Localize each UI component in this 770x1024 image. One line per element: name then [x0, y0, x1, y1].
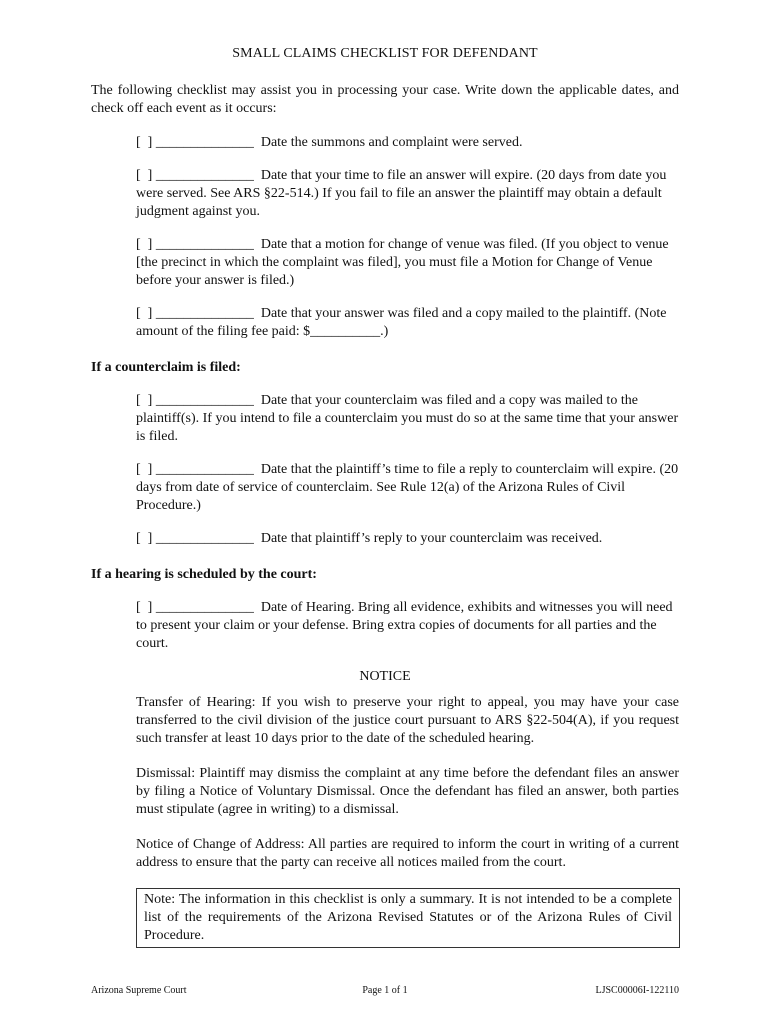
checkbox-placeholder: [ ]	[136, 531, 153, 546]
date-blank: ______________	[155, 135, 254, 150]
heading-counterclaim: If a counterclaim is filed:	[91, 360, 241, 375]
checklist-item-venue-motion	[136, 236, 679, 290]
checklist-item-reply-received	[136, 530, 679, 548]
date-blank: ______________	[155, 531, 254, 546]
checklist-item-text: Date that plaintiff’s reply to your counterclaim was received.	[260, 531, 603, 546]
checklist-item-answer-expire	[136, 167, 679, 221]
summary-note-box: Note: The information in this checklist is only a summary. It is not intended to be a complete list of the requirements of the Arizona Revised Statutes or of the Arizona Rules of Civil Procedure.	[136, 888, 680, 948]
checklist-item-summons-served	[136, 134, 679, 152]
footer-page-number: Page 1 of 1	[362, 985, 408, 996]
checklist-item-text: Date the summons and complaint were served.	[260, 135, 523, 150]
checklist-item-answer-filed	[136, 305, 679, 341]
notice-heading: NOTICE	[359, 669, 411, 684]
heading-hearing: If a hearing is scheduled by the court:	[91, 567, 317, 582]
notice-dismissal: Dismissal: Plaintiff may dismiss the complaint at any time before the defendant files an answer by filing a Notice of Voluntary Dismissal. Once the defendant has filed an answer, both parties must stipulate (agree in writing) to a dismissal.	[136, 766, 679, 817]
checkbox-placeholder: [ ]	[136, 237, 153, 252]
document-title: SMALL CLAIMS CHECKLIST FOR DEFENDANT	[232, 46, 538, 61]
notice-transfer-of-hearing: Transfer of Hearing: If you wish to preserve your right to appeal, you may have your case transferred to the civil division of the justice court pursuant to ARS §22-504(A), if you request such transfer at least 10 days prior to the date of the scheduled hearing.	[136, 695, 679, 746]
checkbox-placeholder: [ ]	[136, 600, 153, 615]
checkbox-placeholder: [ ]	[136, 393, 153, 408]
date-blank: ______________	[155, 393, 254, 408]
checkbox-placeholder: [ ]	[136, 135, 153, 150]
checklist-item-text: Date that the plaintiff’s time to file a reply to counterclaim will expire. (20 days from date of service of counterclaim. See Rule 12(a) of the Arizona Rules of Civil Procedure.)	[136, 462, 679, 513]
checklist-item-counterclaim-filed	[136, 392, 679, 446]
footer-form-code: LJSC00006I-122110	[595, 985, 679, 996]
checklist-item-text: Date that a motion for change of venue was filed. (If you object to venue [the precinct in which the complaint was filed], you must file a Motion for Change of Venue before your answer is filed.)	[136, 237, 669, 288]
checklist-item-reply-expire	[136, 461, 679, 515]
intro-paragraph: The following checklist may assist you in processing your case. Write down the applicable dates, and check off each event as it occurs:	[91, 83, 679, 116]
notice-change-of-address: Notice of Change of Address: All parties are required to inform the court in writing of a current address to ensure that the party can receive all notices mailed from the court.	[136, 837, 679, 870]
checklist-item-text: Date that your time to file an answer will expire. (20 days from date you were served. See ARS §22-514.) If you fail to file an answer the plaintiff may obtain a default judgment against you.	[136, 168, 667, 219]
checkbox-placeholder: [ ]	[136, 306, 153, 321]
checklist-item-text: Date that your counterclaim was filed and a copy was mailed to the plaintiff(s). If you intend to file a counterclaim you must do so at the same time that your answer is filed.	[136, 393, 679, 444]
date-blank: ______________	[155, 306, 254, 321]
date-blank: ______________	[155, 600, 254, 615]
checklist-item-text: Date that your answer was filed and a copy mailed to the plaintiff. (Note amount of the filing fee paid: $__________.)	[136, 306, 667, 339]
footer-court-name: Arizona Supreme Court	[91, 985, 187, 996]
date-blank: ______________	[155, 462, 254, 477]
checklist-item-text: Date of Hearing. Bring all evidence, exhibits and witnesses you will need to present your claim or your defense. Bring extra copies of documents for all parties and the court.	[136, 600, 673, 651]
checkbox-placeholder: [ ]	[136, 462, 153, 477]
checkbox-placeholder: [ ]	[136, 168, 153, 183]
date-blank: ______________	[155, 237, 254, 252]
checklist-item-hearing-date	[136, 599, 679, 653]
date-blank: ______________	[155, 168, 254, 183]
